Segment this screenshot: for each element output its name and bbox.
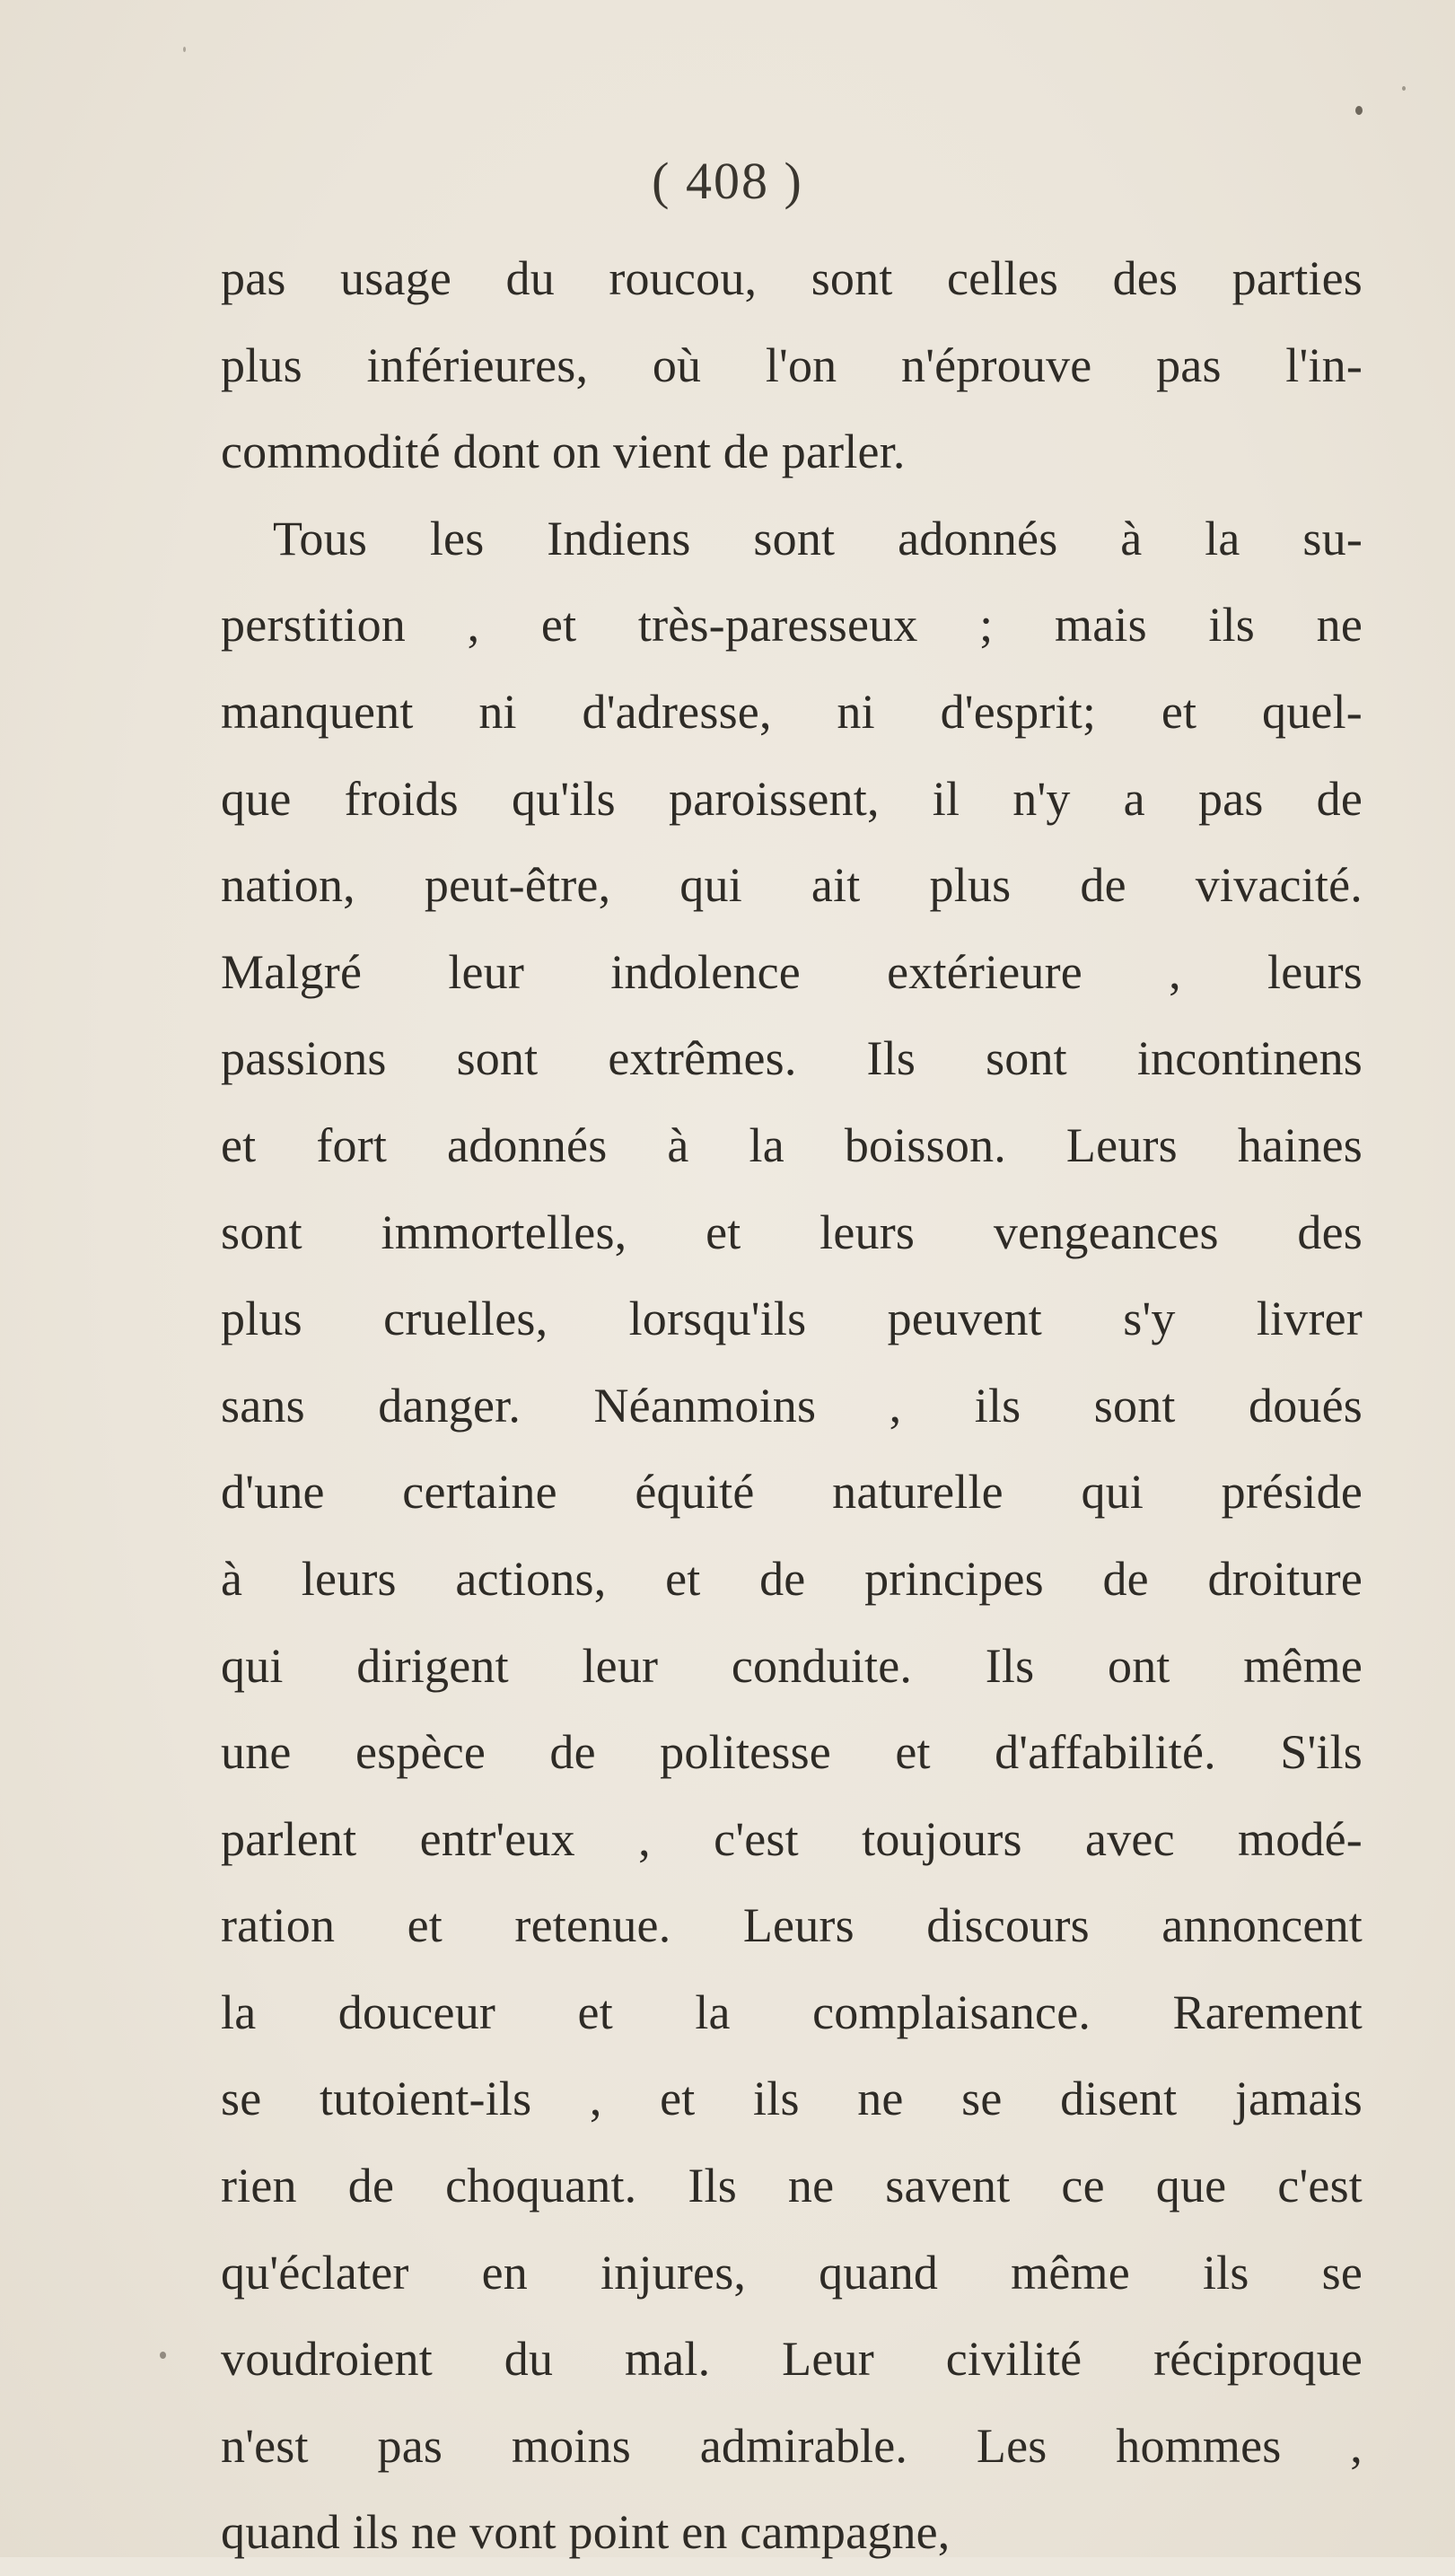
text-line: d'une certaine équité naturelle qui préside [221, 1465, 1363, 1520]
paper-speck [183, 47, 186, 52]
text-line: voudroient du mal. Leur civilité réciproque [221, 2332, 1363, 2387]
text-line: quand ils ne vont point en campagne, [221, 2505, 951, 2560]
text-line: perstition , et très-paresseux ; mais ils ne [221, 598, 1363, 653]
text-line: n'est pas moins admirable. Les hommes , [221, 2418, 1363, 2473]
text-line: la douceur et la complaisance. Rarement [221, 1985, 1363, 2039]
text-line: plus cruelles, lorsqu'ils peuvent s'y livrer [221, 1292, 1363, 1346]
text-line: et fort adonnés à la boisson. Leurs haines [221, 1117, 1363, 1172]
text-line: ration et retenue. Leurs discours annoncent [221, 1898, 1363, 1953]
text-line: Tous les Indiens sont adonnés à la su- [273, 511, 1363, 565]
text-line: à leurs actions, et de principes de droiture [221, 1551, 1363, 1606]
text-line: sans danger. Néanmoins , ils sont doués [221, 1378, 1363, 1433]
text-line: rien de choquant. Ils ne savent ce que c'est [221, 2159, 1363, 2213]
body-text [221, 235, 1363, 2576]
text-line: nation, peut-être, qui ait plus de vivacité. [221, 858, 1363, 913]
text-line: parlent entr'eux , c'est toujours avec modé- [221, 1811, 1363, 1866]
page-number: ( 408 ) [652, 152, 803, 210]
text-line: sont immortelles, et leurs vengeances des [221, 1205, 1363, 1259]
text-line: plus inférieures, où l'on n'éprouve pas l'in- [221, 337, 1363, 392]
text-line: que froids qu'ils paroissent, il n'y a pas de [221, 771, 1363, 826]
text-line: une espèce de politesse et d'affabilité. S'ils [221, 1725, 1363, 1780]
paper-speck [1402, 86, 1406, 91]
text-line: qu'éclater en injures, quand même ils se [221, 2245, 1363, 2300]
text-line: pas usage du roucou, sont celles des parties [221, 251, 1363, 305]
paper-speck [160, 2352, 166, 2359]
text-line: Malgré leur indolence extérieure , leurs [221, 944, 1363, 999]
text-line: se tutoient-ils , et ils ne se disent jamais [221, 2072, 1363, 2126]
text-line: manquent ni d'adresse, ni d'esprit; et quel- [221, 684, 1363, 739]
text-line: qui dirigent leur conduite. Ils ont même [221, 1638, 1363, 1693]
text-line: passions sont extrêmes. Ils sont incontinens [221, 1031, 1363, 1086]
paper-speck [1355, 106, 1363, 115]
text-line: commodité dont on vient de parler. [221, 425, 906, 479]
